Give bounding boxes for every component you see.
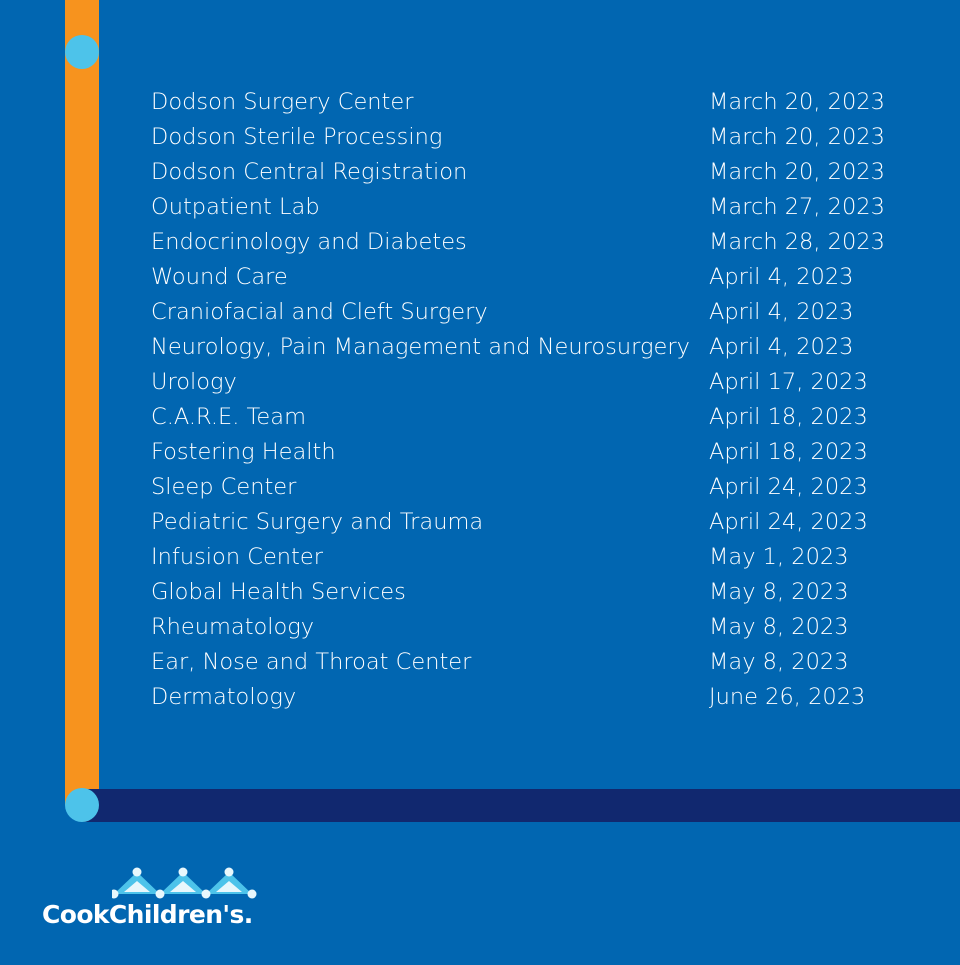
logo-node-icon xyxy=(248,890,257,899)
bottom-dot-icon xyxy=(65,788,99,822)
go-live-date: March 20, 2023 xyxy=(709,159,885,185)
go-live-date: April 4, 2023 xyxy=(709,264,854,290)
schedule-row xyxy=(151,295,911,330)
schedule-row xyxy=(151,260,911,295)
navy-horizontal-bar xyxy=(82,789,960,822)
schedule-row xyxy=(151,435,911,470)
department-name: Dodson Surgery Center xyxy=(151,89,414,115)
three-peaks-logo-icon xyxy=(112,866,294,900)
go-live-date: April 4, 2023 xyxy=(709,299,854,325)
schedule-row xyxy=(151,680,911,715)
department-name: Ear, Nose and Throat Center xyxy=(151,649,472,675)
schedule-row xyxy=(151,85,911,120)
schedule-row xyxy=(151,645,911,680)
go-live-date: June 26, 2023 xyxy=(709,684,866,710)
logo-node-icon xyxy=(179,868,188,877)
department-name: Infusion Center xyxy=(151,544,323,570)
department-name: Sleep Center xyxy=(151,474,297,500)
schedule-row xyxy=(151,155,911,190)
department-name: Rheumatology xyxy=(151,614,315,640)
schedule-row xyxy=(151,225,911,260)
cook-childrens-logo xyxy=(40,862,270,937)
schedule-row xyxy=(151,610,911,645)
department-name: Dermatology xyxy=(151,684,297,710)
department-name: Dodson Central Registration xyxy=(151,159,468,185)
go-live-date: April 24, 2023 xyxy=(709,474,868,500)
go-live-date: May 8, 2023 xyxy=(709,614,849,640)
schedule-row xyxy=(151,330,911,365)
logo-node-icon xyxy=(133,868,142,877)
schedule-row xyxy=(151,400,911,435)
department-schedule-list xyxy=(151,85,911,715)
go-live-date: March 20, 2023 xyxy=(709,89,885,115)
orange-vertical-bar xyxy=(65,0,99,805)
department-name: Global Health Services xyxy=(151,579,406,605)
schedule-row xyxy=(151,120,911,155)
department-name: Fostering Health xyxy=(151,439,336,465)
logo-node-icon xyxy=(225,868,234,877)
go-live-date: April 17, 2023 xyxy=(709,369,868,395)
go-live-date: April 24, 2023 xyxy=(709,509,868,535)
department-name: Endocrinology and Diabetes xyxy=(151,229,467,255)
department-name: Wound Care xyxy=(151,264,288,290)
go-live-date: May 1, 2023 xyxy=(709,544,849,570)
go-live-date: April 4, 2023 xyxy=(709,334,854,360)
schedule-row xyxy=(151,190,911,225)
go-live-date: March 27, 2023 xyxy=(709,194,885,220)
department-name: Pediatric Surgery and Trauma xyxy=(151,509,484,535)
go-live-date: May 8, 2023 xyxy=(709,649,849,675)
schedule-row xyxy=(151,575,911,610)
logo-wordmark: CookChildren's. xyxy=(42,900,253,929)
logo-node-icon xyxy=(202,890,211,899)
department-name: C.A.R.E. Team xyxy=(151,404,306,430)
top-dot-icon xyxy=(65,35,99,69)
schedule-row xyxy=(151,540,911,575)
department-name: Outpatient Lab xyxy=(151,194,320,220)
go-live-date: March 20, 2023 xyxy=(709,124,885,150)
department-name: Craniofacial and Cleft Surgery xyxy=(151,299,488,325)
go-live-date: May 8, 2023 xyxy=(709,579,849,605)
go-live-date: March 28, 2023 xyxy=(709,229,885,255)
department-name: Neurology, Pain Management and Neurosurgery xyxy=(151,334,690,360)
schedule-row xyxy=(151,505,911,540)
go-live-date: April 18, 2023 xyxy=(709,439,868,465)
schedule-row xyxy=(151,470,911,505)
department-name: Urology xyxy=(151,369,237,395)
go-live-date: April 18, 2023 xyxy=(709,404,868,430)
logo-node-icon xyxy=(156,890,165,899)
department-name: Dodson Sterile Processing xyxy=(151,124,443,150)
schedule-row xyxy=(151,365,911,400)
